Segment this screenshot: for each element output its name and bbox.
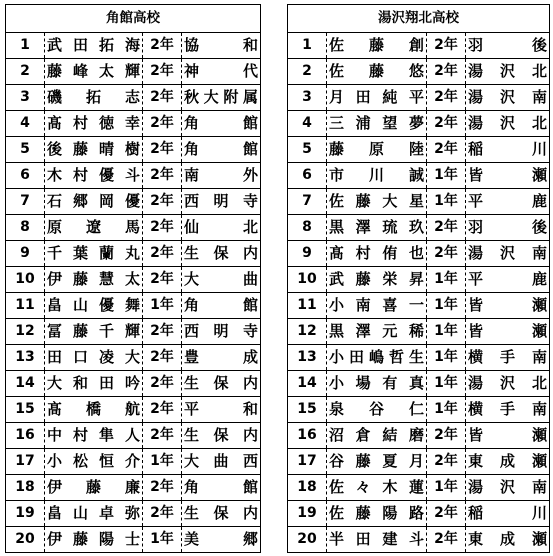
player-number: 1: [6, 33, 45, 59]
player-grade: 2年: [143, 267, 182, 293]
player-name: 磯 拓 志: [45, 85, 143, 111]
player-number: 12: [6, 319, 45, 345]
player-name: 髙 村 侑 也: [327, 241, 427, 267]
player-row: [288, 189, 550, 215]
player-school: 秋 大 附 属: [182, 85, 261, 111]
player-school: 平 鹿: [466, 267, 550, 293]
player-name: 原 遼 馬: [45, 215, 143, 241]
player-grade: 2年: [143, 397, 182, 423]
player-school: 東 成 瀬: [466, 449, 550, 475]
player-number: 16: [288, 423, 327, 449]
player-grade: 2年: [143, 59, 182, 85]
player-row: [288, 501, 550, 527]
player-row: [288, 215, 550, 241]
player-name: 伊 藤 廉: [45, 475, 143, 501]
player-row: [6, 397, 261, 423]
player-number: 17: [288, 449, 327, 475]
player-grade: 2年: [143, 137, 182, 163]
player-number: 4: [288, 111, 327, 137]
player-row: [6, 345, 261, 371]
player-grade: 2年: [143, 85, 182, 111]
player-name: 小 南 喜 一: [327, 293, 427, 319]
player-row: [6, 319, 261, 345]
player-school: 角 館: [182, 137, 261, 163]
player-grade: 2年: [143, 423, 182, 449]
player-grade: 1年: [427, 293, 466, 319]
player-name: 佐 藤 陽 路: [327, 501, 427, 527]
player-row: [6, 215, 261, 241]
player-school: 大 曲 西: [182, 449, 261, 475]
player-number: 10: [6, 267, 45, 293]
player-row: [288, 267, 550, 293]
player-number: 6: [6, 163, 45, 189]
player-grade: 2年: [427, 449, 466, 475]
player-row: [288, 345, 550, 371]
player-name: 後 藤 晴 樹: [45, 137, 143, 163]
player-number: 14: [6, 371, 45, 397]
player-grade: 2年: [427, 59, 466, 85]
player-grade: 1年: [143, 293, 182, 319]
player-number: 11: [6, 293, 45, 319]
player-grade: 2年: [427, 33, 466, 59]
player-row: [6, 111, 261, 137]
player-number: 3: [288, 85, 327, 111]
player-grade: 1年: [427, 475, 466, 501]
player-number: 15: [288, 397, 327, 423]
player-row: [6, 59, 261, 85]
player-grade: 2年: [143, 345, 182, 371]
player-name: 髙 村 徳 幸: [45, 111, 143, 137]
player-school: 南 外: [182, 163, 261, 189]
player-row: [288, 137, 550, 163]
player-school: 羽 後: [466, 215, 550, 241]
player-row: [288, 319, 550, 345]
player-school: 生 保 内: [182, 501, 261, 527]
player-row: [6, 501, 261, 527]
player-grade: 1年: [427, 267, 466, 293]
player-name: 田 口 凌 大: [45, 345, 143, 371]
roster-table-kakunodate: [5, 4, 261, 553]
player-school: 協 和: [182, 33, 261, 59]
player-grade: 2年: [143, 475, 182, 501]
player-school: 皆 瀬: [466, 293, 550, 319]
player-number: 8: [288, 215, 327, 241]
player-school: 角 館: [182, 111, 261, 137]
player-row: [288, 111, 550, 137]
player-number: 8: [6, 215, 45, 241]
player-row: [6, 241, 261, 267]
player-row: [6, 137, 261, 163]
player-row: [6, 33, 261, 59]
player-school: 羽 後: [466, 33, 550, 59]
player-school: 横 手 南: [466, 345, 550, 371]
player-school: 西 明 寺: [182, 319, 261, 345]
player-school: 湯 沢 南: [466, 475, 550, 501]
player-row: [288, 475, 550, 501]
player-row: [6, 163, 261, 189]
player-school: 角 館: [182, 293, 261, 319]
player-school: 西 明 寺: [182, 189, 261, 215]
player-row: [6, 85, 261, 111]
player-school: 角 館: [182, 475, 261, 501]
player-school: 皆 瀬: [466, 423, 550, 449]
player-row: [288, 241, 550, 267]
player-row: [288, 449, 550, 475]
player-grade: 1年: [143, 449, 182, 475]
player-name: 大 和 田 吟: [45, 371, 143, 397]
player-school: 神 代: [182, 59, 261, 85]
player-name: 石 郷 岡 優: [45, 189, 143, 215]
player-name: 伊 藤 陽 士: [45, 527, 143, 553]
player-number: 9: [288, 241, 327, 267]
player-grade: 1年: [427, 397, 466, 423]
player-name: 小 松 恒 介: [45, 449, 143, 475]
roster-body: [6, 33, 261, 553]
team-title: 湯沢翔北高校: [288, 5, 550, 33]
player-number: 13: [288, 345, 327, 371]
player-number: 20: [288, 527, 327, 553]
player-name: 月 田 純 平: [327, 85, 427, 111]
player-row: [288, 397, 550, 423]
player-row: [6, 371, 261, 397]
player-number: 4: [6, 111, 45, 137]
player-school: 湯 沢 南: [466, 241, 550, 267]
player-school: 皆 瀬: [466, 319, 550, 345]
player-row: [6, 293, 261, 319]
player-school: 生 保 内: [182, 423, 261, 449]
player-grade: 1年: [427, 189, 466, 215]
player-grade: 1年: [143, 527, 182, 553]
player-number: 13: [6, 345, 45, 371]
player-number: 7: [6, 189, 45, 215]
player-school: 豊 成: [182, 345, 261, 371]
player-row: [6, 423, 261, 449]
player-grade: 2年: [143, 163, 182, 189]
player-number: 18: [6, 475, 45, 501]
player-name: 千 葉 蘭 丸: [45, 241, 143, 267]
player-row: [288, 371, 550, 397]
player-name: 泉 谷 仁: [327, 397, 427, 423]
player-name: 藤 峰 太 輝: [45, 59, 143, 85]
player-number: 19: [6, 501, 45, 527]
player-school: 美 郷: [182, 527, 261, 553]
player-school: 平 鹿: [466, 189, 550, 215]
player-school: 稲 川: [466, 501, 550, 527]
player-name: 武 田 拓 海: [45, 33, 143, 59]
team-title: 角館高校: [6, 5, 261, 33]
player-grade: 1年: [427, 371, 466, 397]
player-number: 9: [6, 241, 45, 267]
player-row: [288, 33, 550, 59]
player-name: 畠 山 優 舞: [45, 293, 143, 319]
player-row: [6, 189, 261, 215]
player-grade: 2年: [143, 371, 182, 397]
player-number: 1: [288, 33, 327, 59]
player-name: 黒 澤 琉 玖: [327, 215, 427, 241]
player-grade: 2年: [427, 137, 466, 163]
player-school: 大 曲: [182, 267, 261, 293]
player-name: 冨 藤 千 輝: [45, 319, 143, 345]
player-school: 湯 沢 北: [466, 59, 550, 85]
player-name: 小 場 有 真: [327, 371, 427, 397]
player-row: [288, 293, 550, 319]
player-name: 武 藤 栄 昇: [327, 267, 427, 293]
player-name: 佐 藤 創: [327, 33, 427, 59]
player-number: 16: [6, 423, 45, 449]
player-row: [6, 475, 261, 501]
player-number: 5: [6, 137, 45, 163]
player-grade: 2年: [427, 527, 466, 553]
player-name: 佐 々 木 蓮: [327, 475, 427, 501]
player-number: 18: [288, 475, 327, 501]
player-name: 木 村 優 斗: [45, 163, 143, 189]
player-school: 生 保 内: [182, 371, 261, 397]
player-number: 15: [6, 397, 45, 423]
player-row: [6, 527, 261, 553]
roster-table-yuzawa-shohoku: [287, 4, 550, 553]
player-grade: 2年: [427, 111, 466, 137]
player-grade: 2年: [143, 111, 182, 137]
player-row: [288, 59, 550, 85]
player-grade: 1年: [427, 345, 466, 371]
player-name: 沼 倉 結 磨: [327, 423, 427, 449]
player-number: 6: [288, 163, 327, 189]
player-row: [6, 449, 261, 475]
player-school: 皆 瀬: [466, 163, 550, 189]
player-name: 谷 藤 夏 月: [327, 449, 427, 475]
player-row: [6, 267, 261, 293]
player-name: 市 川 誠: [327, 163, 427, 189]
player-grade: 2年: [427, 423, 466, 449]
player-name: 佐 藤 大 星: [327, 189, 427, 215]
player-school: 東 成 瀬: [466, 527, 550, 553]
player-grade: 2年: [143, 215, 182, 241]
player-grade: 2年: [427, 215, 466, 241]
player-school: 湯 沢 北: [466, 371, 550, 397]
player-name: 中 村 隼 人: [45, 423, 143, 449]
player-number: 20: [6, 527, 45, 553]
player-name: 藤 原 陸: [327, 137, 427, 163]
player-grade: 2年: [143, 501, 182, 527]
player-number: 14: [288, 371, 327, 397]
player-grade: 1年: [427, 163, 466, 189]
player-grade: 2年: [143, 319, 182, 345]
player-name: 畠 山 卓 弥: [45, 501, 143, 527]
player-grade: 2年: [143, 241, 182, 267]
player-number: 19: [288, 501, 327, 527]
player-school: 横 手 南: [466, 397, 550, 423]
player-number: 5: [288, 137, 327, 163]
player-grade: 2年: [143, 189, 182, 215]
player-grade: 1年: [427, 319, 466, 345]
player-name: 髙 橋 航: [45, 397, 143, 423]
player-row: [288, 163, 550, 189]
player-grade: 2年: [427, 85, 466, 111]
player-number: 11: [288, 293, 327, 319]
player-name: 佐 藤 悠: [327, 59, 427, 85]
player-school: 平 和: [182, 397, 261, 423]
player-number: 10: [288, 267, 327, 293]
player-row: [288, 527, 550, 553]
player-number: 7: [288, 189, 327, 215]
player-name: 伊 藤 慧 太: [45, 267, 143, 293]
player-school: 生 保 内: [182, 241, 261, 267]
player-school: 湯 沢 北: [466, 111, 550, 137]
player-row: [288, 85, 550, 111]
player-grade: 2年: [143, 33, 182, 59]
player-school: 稲 川: [466, 137, 550, 163]
roster-body: [288, 33, 550, 553]
player-row: [288, 423, 550, 449]
player-name: 黒 澤 元 稀: [327, 319, 427, 345]
player-number: 12: [288, 319, 327, 345]
player-name: 半 田 建 斗: [327, 527, 427, 553]
player-number: 3: [6, 85, 45, 111]
player-name: 三 浦 望 夢: [327, 111, 427, 137]
player-number: 2: [6, 59, 45, 85]
player-number: 2: [288, 59, 327, 85]
player-school: 仙 北: [182, 215, 261, 241]
player-grade: 2年: [427, 501, 466, 527]
player-name: 小 田 嶋 哲 生: [327, 345, 427, 371]
player-grade: 2年: [427, 241, 466, 267]
player-school: 湯 沢 南: [466, 85, 550, 111]
player-number: 17: [6, 449, 45, 475]
